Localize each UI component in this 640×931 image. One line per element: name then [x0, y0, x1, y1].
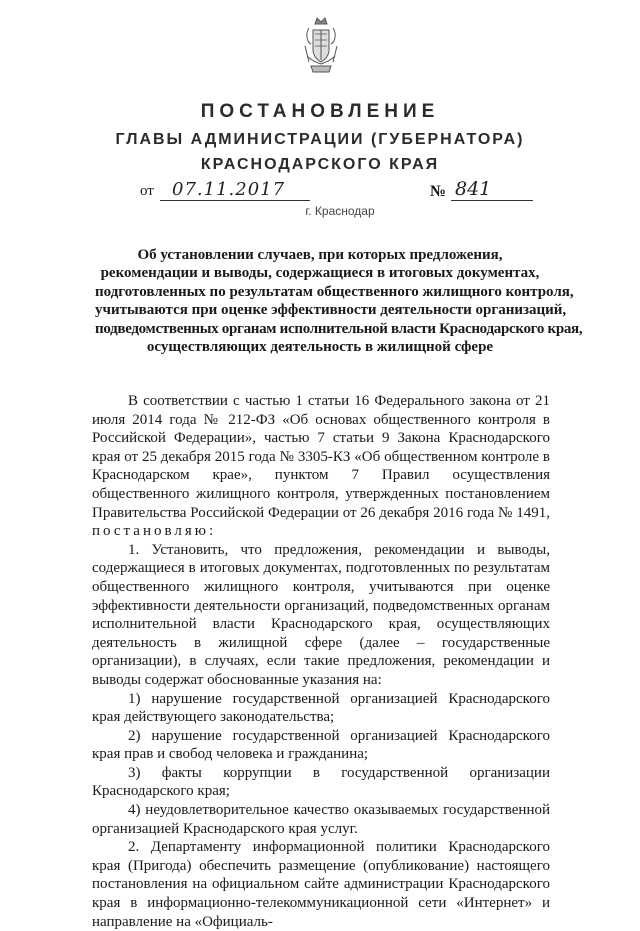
handwritten-date: 07.11.2017	[172, 179, 286, 200]
issuer-heading: ГЛАВЫ АДМИНИСТРАЦИИ (ГУБЕРНАТОРА)	[115, 131, 525, 148]
sub-item-3: 3) факты коррупции в государственной организации Краснодарского края;	[92, 764, 550, 800]
number-label: №	[430, 183, 447, 200]
sub-item-2: 2) нарушение государственной организацией Краснодарского края прав и свобод человека и гражданина;	[92, 727, 550, 763]
preamble-paragraph	[92, 392, 550, 541]
city-label: г. Краснодар	[305, 204, 375, 218]
region-heading: КРАСНОДАРСКОГО КРАЯ	[200, 156, 440, 173]
handwritten-number: 841	[455, 178, 492, 200]
title-line: осуществляющих деятельность в жилищной сфере	[146, 339, 494, 356]
document-title	[95, 246, 583, 356]
decree-word: постановляю:	[92, 523, 217, 540]
sub-item-4: 4) неудовлетворительное качество оказываемых государственной организацией Краснодарского края услуг.	[92, 802, 550, 837]
number-underline	[451, 200, 533, 201]
title-line: подготовленных по результатам общественного жилищного контроля,	[95, 283, 574, 300]
item-2-paragraph: 2. Департаменту информационной политики Краснодарского края (Пригода) обеспечить размещение (опубликование) настоящего постановления на официальном сайте администрации Краснодарского края в информационно-телекоммуникационной сети «Интернет» и направление на «Официаль-	[92, 839, 550, 930]
sub-item-1: 1) нарушение государственной организацией Краснодарского края действующего законодательства;	[92, 690, 550, 726]
title-line: рекомендации и выводы, содержащиеся в итоговых документах,	[100, 265, 540, 282]
date-underline	[160, 200, 310, 201]
date-number-row	[0, 178, 640, 205]
document-type-heading: ПОСТАНОВЛЕНИЕ	[200, 101, 440, 122]
title-line: Об установлении случаев, при которых предложения,	[137, 247, 503, 263]
title-line: учитываются при оценке эффективности деятельности организаций,	[95, 302, 567, 319]
item-1-paragraph: 1. Установить, что предложения, рекомендации и выводы, содержащиеся в итоговых документах, подготовленных по результатам общественного жилищного контроля, учитываются при оценке эффективности деятельности организаций, подведомственных органам исполнительной власти Краснодарского края, осуществляющих деятельность в жилищной сфере (далее – государственные организации), в случаях, если такие предложения, рекомендации и выводы содержат обоснованные указания на:	[92, 541, 550, 688]
title-line: подведомственных органам исполнительной власти Краснодарского края,	[95, 320, 583, 337]
preamble-text: В соответствии с частью 1 статьи 16 Федерального закона от 21 июля 2014 года № 212-ФЗ «Об основах общественного контроля в Российской Федерации», частью 7 статьи 9 Закона Краснодарского края от 25 декабря 2015 года № 3305-КЗ «Об общественном контроле в Краснодарском крае», пунктом 7 Правил осуществления общественного жилищного контроля, утвержденных постановлением Правительства Российской Федерации от 26 декабря 2016 года № 1491,	[92, 393, 550, 521]
document-body	[92, 392, 550, 931]
date-label: от	[140, 183, 154, 199]
coat-of-arms-emblem	[301, 16, 341, 76]
